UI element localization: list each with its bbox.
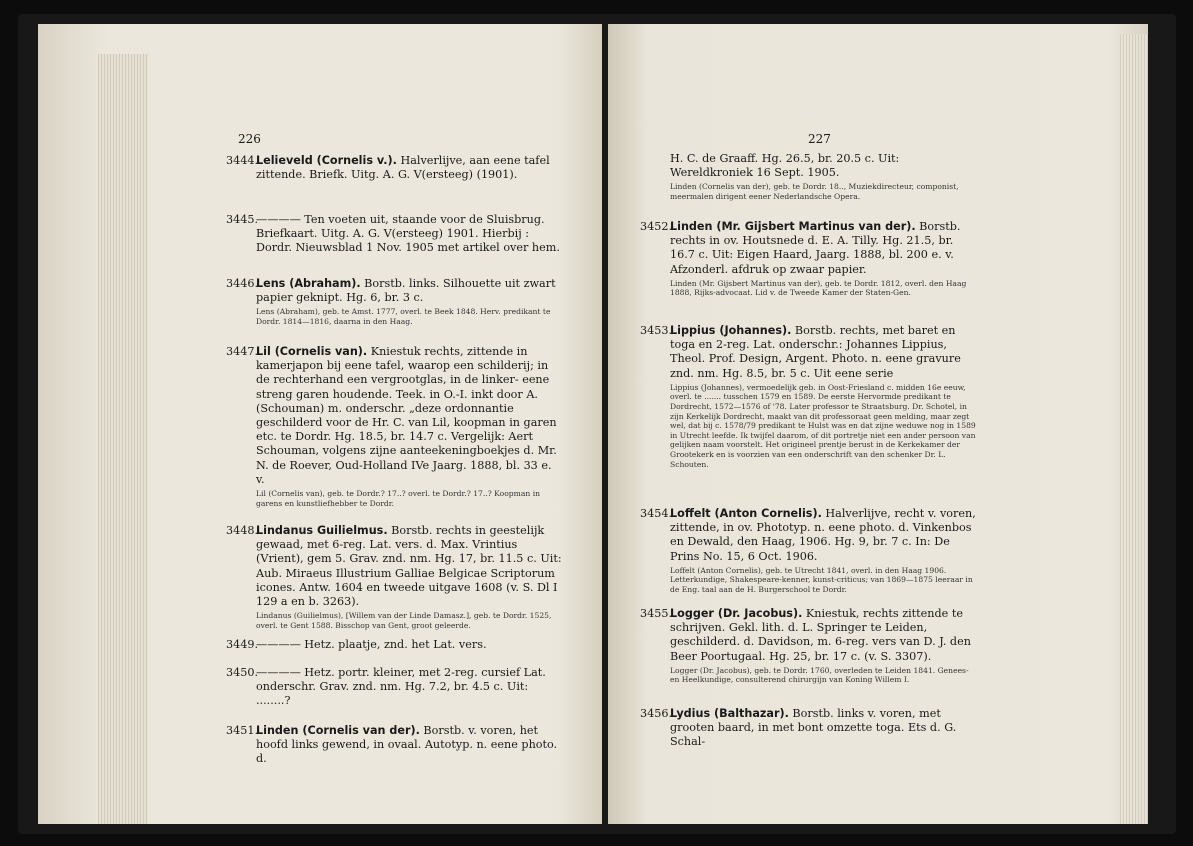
catalog-entry <box>640 324 976 469</box>
right-page <box>608 24 1148 824</box>
entry-number: 3456. <box>640 707 673 720</box>
entry-note: Lens (Abraham), geb. te Amst. 1777, overl. te Beek 1848. Herv. predikant te Dordr. 1814—1816, daarna in den Haag. <box>256 307 551 326</box>
page-edges <box>98 54 148 824</box>
entry-text: Borstb. rechts in ov. Houtsnede d. E. A. Tilly. Hg. 21.5, br. 16.7 c. Uit: Eigen Haard, Jaarg. 1888, bl. 200 e. v. Afzonderl. afdruk op zwaar papier. <box>670 220 961 276</box>
entry-heading: Lippius (Johannes). <box>670 324 792 337</box>
entry-text: Borstb. v. voren, het hoofd links gewend, in ovaal. Autotyp. n. eene photo. d. <box>256 724 558 766</box>
entry-text: Kniestuk rechts, zittende in kamerjapon bij eene tafel, waarop een schilderij; in de rechterhand een vergrootglas, in de linker- eene streng garen houdende. Teek. in O.-I. inkt door A. (Schouman) m. onderschr. „deze ordonnantie geschilderd voor de Hr. C. van Lil, koopman in garen etc. te Dordr. Hg. 18.5, br. 14.7 c. Vergelijk: Aert Schouman, volgens zijne aanteekeningboekjes d. Mr. N. de Roever, Oud-Holland IVe Jaarg. 1888, bl. 33 e. v. <box>256 345 557 486</box>
entry-text: Borstb. rechts in geestelijk gewaad, met 6-reg. Lat. vers. d. Max. Vrintius (Vrient), gem 5. Grav. znd. nm. Hg. 17, br. 11.5 c. Uit: Aub. Miraeus Illustrium Galliae Belgicae Scriptorum icones. Antw. 1604 en tweede uitgave 1608 (v. S. Dl I 129 a en b. 3263). <box>256 524 562 609</box>
entry-text: ———— Ten voeten uit, staande voor de Sluisbrug. Briefkaart. Uitg. A. G. V(ersteeg) 1901. Hierbij : Dordr. Nieuwsblad 1 Nov. 1905 met artikel over hem. <box>256 213 560 255</box>
catalog-entry <box>226 666 562 709</box>
entry-text: ———— Hetz. portr. kleiner, met 2-reg. cursief Lat. onderschr. Grav. znd. nm. Hg. 7.2, br. 4.5 c. Uit: ........? <box>256 666 546 708</box>
entry-number: 3452. <box>640 220 673 233</box>
entry-text: Borstb. rechts, met baret en toga en 2-reg. Lat. onderschr.: Johannes Lippius, Theol. Prof. Design, Argent. Photo. n. eene gravure znd. nm. Hg. 8.5, br. 5 c. Uit eene serie <box>670 324 961 380</box>
catalog-entry <box>226 277 562 327</box>
entry-number: 3453. <box>640 324 673 337</box>
entry-number: 3451. <box>226 724 259 737</box>
catalog-entry <box>226 724 562 767</box>
left-page <box>38 24 602 824</box>
entry-text: ———— Hetz. plaatje, znd. het Lat. vers. <box>256 638 487 651</box>
entry-heading: Linden (Mr. Gijsbert Martinus van der). <box>670 220 916 233</box>
catalog-entry <box>226 524 562 630</box>
entry-number: 3450. <box>226 666 259 679</box>
page-number: 227 <box>808 132 831 146</box>
entry-note: Logger (Dr. Jacobus), geb. te Dordr. 1760, overleden te Leiden 1841. Genees- en Heelkundige, consulterend chirurgijn van Koning Willem I. <box>670 665 969 685</box>
entry-note: Lindanus (Guilielmus), [Willem van der Linde Damasz.], geb. te Dordr. 1525, overl. te Gent 1588. Bisschop van Gent, groot geleerde. <box>256 611 552 630</box>
catalog-entry <box>226 638 562 652</box>
catalog-entry <box>226 345 562 508</box>
entry-note: Lil (Cornelis van), geb. te Dordr.? 17..? overl. te Dordr.? 17..? Koopman in garens en kunstliefhebber te Dordr. <box>256 489 541 508</box>
entry-heading: Lydius (Balthazar). <box>670 707 789 720</box>
entry-number: 3455. <box>640 607 673 620</box>
entry-number: 3454. <box>640 507 673 520</box>
entry-number: 3445. <box>226 213 259 226</box>
catalog-entry <box>640 220 976 298</box>
entry-text: H. C. de Graaff. Hg. 26.5, br. 20.5 c. Uit: Wereldkroniek 16 Sept. 1905. <box>670 152 900 180</box>
catalog-entry <box>226 154 562 182</box>
entry-number: 3448. <box>226 524 259 537</box>
entry-text: Borstb. links v. voren, met grooten baard, in met bont omzette toga. Ets d. G. Schal- <box>670 707 957 749</box>
entry-number: 3447. <box>226 345 259 358</box>
entry-heading: Loffelt (Anton Cornelis). <box>670 507 822 520</box>
catalog-entry <box>640 152 976 202</box>
page-edges <box>1120 34 1148 824</box>
page-number: 226 <box>238 132 261 146</box>
entry-heading: Lil (Cornelis van). <box>256 345 368 358</box>
entry-note: Loffelt (Anton Cornelis), geb. te Utrecht 1841, overl. in den Haag 1906. Letterkundige, Shakespeare-kenner, kunst-criticus; van 1869—1875 leeraar in de Eng. taal aan de H. Burgerschool te Dordr. <box>670 565 973 594</box>
entry-heading: Lindanus Guilielmus. <box>256 524 388 537</box>
entry-number: 3449. <box>226 638 259 651</box>
entry-text: Borstb. links. Silhouette uit zwart papier geknipt. Hg. 6, br. 3 c. <box>256 277 556 305</box>
catalog-entry <box>640 707 976 750</box>
entry-number: 3444. <box>226 154 259 167</box>
catalog-entry <box>640 507 976 595</box>
catalog-entry <box>226 213 562 256</box>
entry-heading: Lens (Abraham). <box>256 277 361 290</box>
entry-heading: Logger (Dr. Jacobus). <box>670 607 803 620</box>
entry-note: Linden (Mr. Gijsbert Martinus van der), geb. te Dordr. 1812, overl. den Haag 1888, Rijks-advocaat. Lid v. de Tweede Kamer der Staten-Gen. <box>670 278 967 298</box>
catalog-entry <box>640 607 976 685</box>
entry-note: Lippius (Johannes), vermoedelijk geb. in Oost-Friesland c. midden 16e eeuw, overl. te ....... tusschen 1579 en 1589. De eerste Hervormde predikant te Dordrecht, 1572—1576 of '78. Later professor te Straatsburg. Dr. Schotel, in zijn Kerkelijk Dordrecht, maakt van dit professoraat geen melding, maar zegt wel, dat bij c. 1578/79 predikant te Hulst was en dat zijne weduwe nog in 1589 in Utrecht leefde. Ik twijfel daarom, of dit portretje niet een ander persoon van gelijken naam voorstelt. Het origineel prentje berust in de Kerkekamer der Grootekerk en is voorzien van een onderschrift van den schenker Dr. L. Schouten. <box>670 382 976 469</box>
entry-number: 3446. <box>226 277 259 290</box>
entry-text: Halverlijve, aan eene tafel zittende. Briefk. Uitg. A. G. V(ersteeg) (1901). <box>256 154 550 182</box>
entry-note: Linden (Cornelis van der), geb. te Dordr. 18.., Muziekdirecteur, componist, meermalen dirigent eener Nederlandsche Opera. <box>670 182 959 201</box>
entry-text: Kniestuk, rechts zittende te schrijven. Gekl. lith. d. L. Springer te Leiden, geschilderd. d. Davidson, m. 6-reg. vers van D. J. den Beer Poortugaal. Hg. 25, br. 17 c. (v. S. 3307). <box>670 607 971 663</box>
entry-text: Halverlijve, recht v. voren, zittende, in ov. Phototyp. n. eene photo. d. Vinkenbos en Dewald, den Haag, 1906. Hg. 9, br. 7 c. In: De Prins No. 15, 6 Oct. 1906. <box>670 507 976 563</box>
entry-heading: Linden (Cornelis van der). <box>256 724 420 737</box>
entry-heading: Lelieveld (Cornelis v.). <box>256 154 397 167</box>
